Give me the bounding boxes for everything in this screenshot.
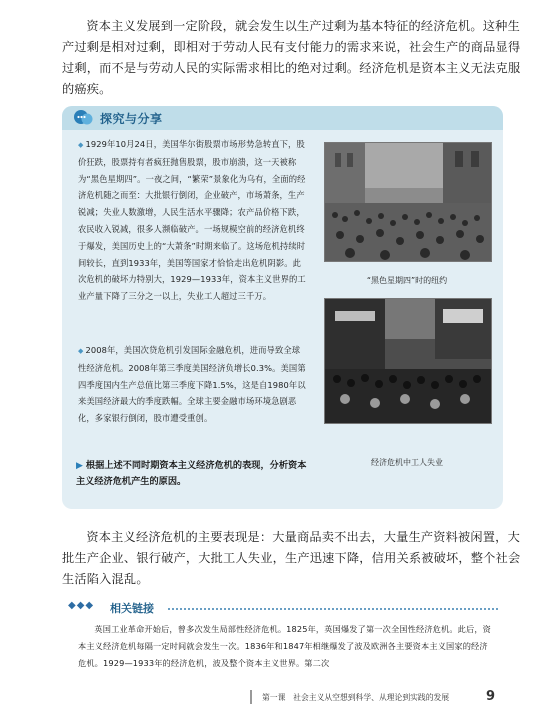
diamond-bullet-icon: ◆ (78, 141, 84, 149)
paragraph-2008-text: 2008年，美国次贷危机引发国际金融危机，进而导致全球性经济危机。2008年第三季度美国经济负增长0.3%。美国第四季度国内生产总值比第三季度下降1.5%，这是自1980年以来美国经济最大的季度跌幅。全球主要金融市场环境急剧恶化，多家银行倒闭，股市遭受重创。 (78, 345, 306, 424)
photo1-caption: “黑色星期四”时的纽约 (366, 276, 448, 285)
related-links-text: 英国工业革命开始后，曾多次发生局部性经济危机。1825年，英国爆发了第一次全国性经济危机。此后，资本主义经济危机每隔一定时间就会发生一次。1836年和1847年相继爆发了波及欧洲各主要资本主义国家的经济危机。1929—1933年的经济危机，波及整个资本主义世界。第二次 (78, 624, 492, 668)
footer-divider (250, 690, 252, 704)
intro-paragraph: 资本主义发展到一定阶段，就会发生以生产过剩为基本特征的经济危机。这种生产过剩是相对过剩，即相对于劳动人民有支付能力的需求来说，社会生产的商品显得过剩，而不是与劳动人民的实际需求相比的绝对过剩。经济危机是资本主义无法克服的癌疾。 (62, 19, 521, 96)
summary-paragraph: 资本主义经济危机的主要表现是：大量商品卖不出去，大量生产资料被闲置，大批生产企业、银行破产，大批工人失业，生产迅速下降，信用关系被破坏，整个社会生活陷入混乱。 (62, 530, 521, 586)
task-text: 根据上述不同时期资本主义经济危机的表现，分析资本主义经济危机产生的原因。 (76, 460, 307, 487)
diamond-bullet-icon: ◆ (78, 347, 84, 355)
page-footer (0, 689, 560, 709)
chat-bubble-icon (72, 108, 94, 128)
paragraph-2008 (78, 342, 307, 427)
related-links-header (68, 599, 498, 615)
unemployed-queue-image (325, 299, 491, 423)
explore-header (62, 106, 503, 130)
photo2-caption: 经济危机中工人失业 (371, 458, 443, 467)
footer-chapter: 第一课 社会主义从空想到科学、从理论到实践的发展 (262, 693, 450, 702)
related-links-title: 相关链接 (110, 602, 154, 615)
explore-and-share-box (62, 106, 503, 509)
unemployed-workers-photo (324, 298, 492, 424)
page-number: 9 (486, 689, 496, 704)
paragraph-1929 (78, 136, 307, 305)
explore-title: 探究与分享 (100, 112, 163, 126)
triple-diamond-icon: ◆◆◆ (68, 600, 95, 611)
task-prompt (76, 458, 314, 490)
paragraph-1929-text: 1929年10月24日，美国华尔街股票市场形势急转直下，股价狂跌，股票持有者疯狂抛售股票，股市崩溃，这一天被称为“黑色星期四”。一夜之间，“繁荣”景象化为乌有，全面的经济危机随之而至：大批银行倒闭，企业破产，市场萧条，生产锐减；失业人数激增，人民生活水平骤降；农产品价格下跌，农民收入锐减，很多人濒临破产。一场规模空前的经济危机终于爆发，美国历史上的“大萧条”时期来临了。这场危机持续时间较长，直到1933年，美国等国家才恰恰走出危机阴影。此次危机的破坏力特别大，1929—1933年，资本主义世界的工业产量下降了三分之一以上，失业工人超过三千万。 (78, 139, 306, 302)
crowd-street-image (325, 143, 491, 261)
dotted-divider (168, 608, 498, 610)
black-thursday-photo (324, 142, 492, 262)
play-arrow-icon: ▶ (76, 461, 83, 471)
